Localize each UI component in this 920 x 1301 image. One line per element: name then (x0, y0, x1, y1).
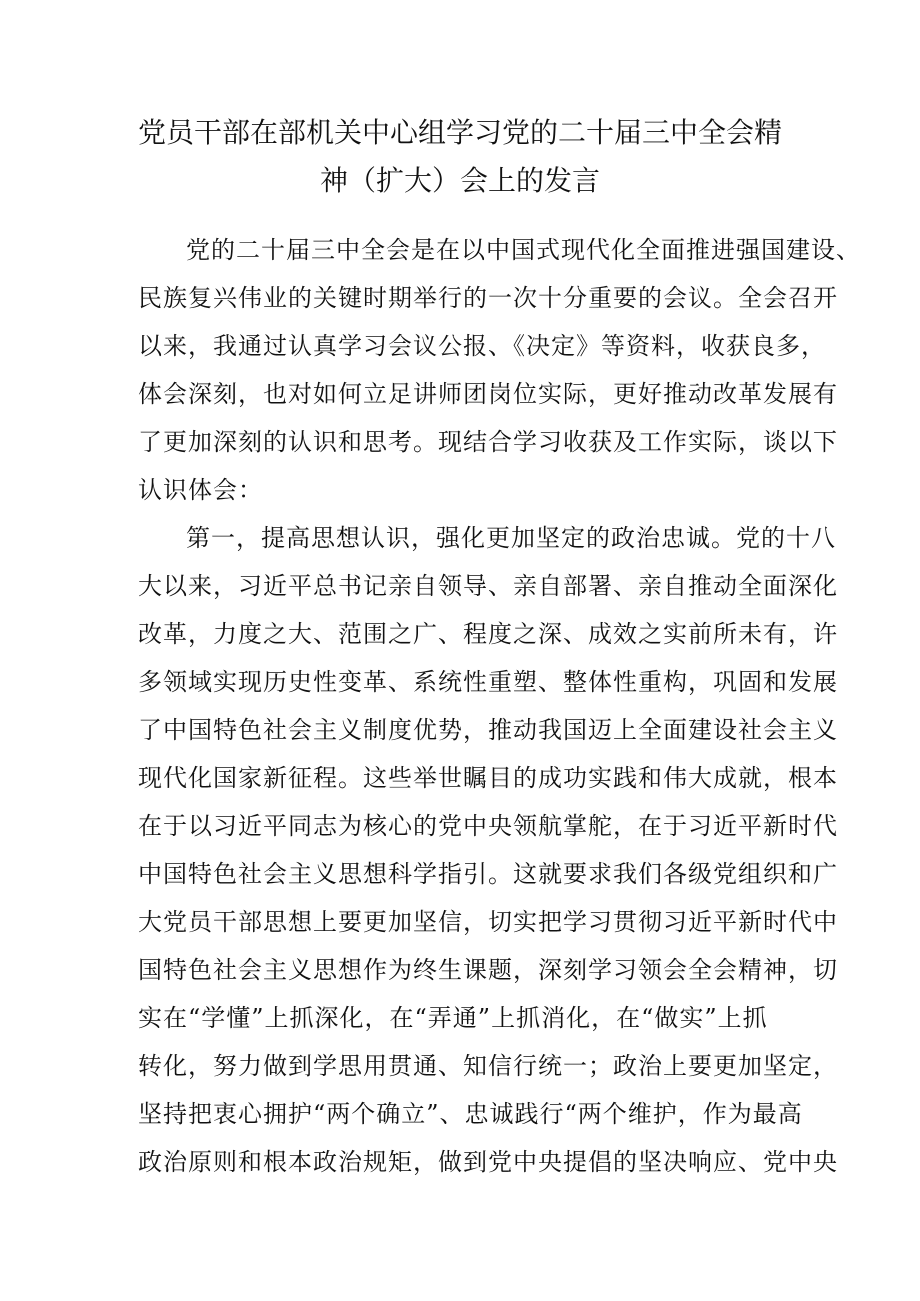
paragraph-line: 转化，努力做到学思用贯通、知信行统一；政治上要更加坚定， (138, 1052, 838, 1080)
paragraph-line: 坚持把衷心拥护“两个确立”、忠诚践行“两个维护，作为最高 (138, 1100, 803, 1128)
paragraph-line: 了中国特色社会主义制度优势，推动我国迈上全面建设社会主义 (138, 716, 838, 744)
paragraph-line: 中国特色社会主义思想科学指引。这就要求我们各级党组织和广 (138, 860, 838, 888)
paragraph-line: 国特色社会主义思想作为终生课题，深刻学习领会全会精神，切 (138, 956, 838, 984)
paragraph-line: 实在“学懂”上抓深化，在“弄通”上抓消化，在“做实”上抓 (138, 1004, 768, 1032)
paragraph-line: 民族复兴伟业的关键时期举行的一次十分重要的会议。全会召开 (138, 284, 838, 312)
paragraph-line: 政治原则和根本政治规矩，做到党中央提倡的坚决响应、党中央 (138, 1148, 838, 1176)
paragraph-line: 体会深刻，也对如何立足讲师团岗位实际，更好推动改革发展有 (138, 380, 838, 408)
paragraph-line: 第一，提高思想认识，强化更加坚定的政治忠诚。党的十八 (186, 524, 836, 552)
document-title-line-1: 党员干部在部机关中心组学习党的二十届三中全会精 (137, 116, 782, 149)
paragraph-line: 改革，力度之大、范围之广、程度之深、成效之实前所未有，许 (138, 620, 838, 648)
paragraph-line: 在于以习近平同志为核心的党中央领航掌舵，在于习近平新时代 (138, 812, 838, 840)
paragraph-line: 大党员干部思想上要更加坚信，切实把学习贯彻习近平新时代中 (138, 908, 838, 936)
paragraph-line: 了更加深刻的认识和思考。现结合学习收获及工作实际，谈以下 (138, 428, 838, 456)
document-title-line-2: 神（扩大）会上的发言 (319, 164, 600, 197)
paragraph-line: 党的二十届三中全会是在以中国式现代化全面推进强国建设、 (186, 236, 861, 264)
paragraph-line: 以来，我通过认真学习会议公报、《决定》等资料，收获良多， (138, 332, 826, 360)
paragraph-line: 大以来，习近平总书记亲自领导、亲自部署、亲自推动全面深化 (138, 572, 838, 600)
paragraph-line: 多领域实现历史性变革、系统性重塑、整体性重构，巩固和发展 (138, 668, 838, 696)
paragraph-line: 现代化国家新征程。这些举世瞩目的成功实践和伟大成就，根本 (138, 764, 838, 792)
paragraph-line: 认识体会： (138, 476, 263, 504)
